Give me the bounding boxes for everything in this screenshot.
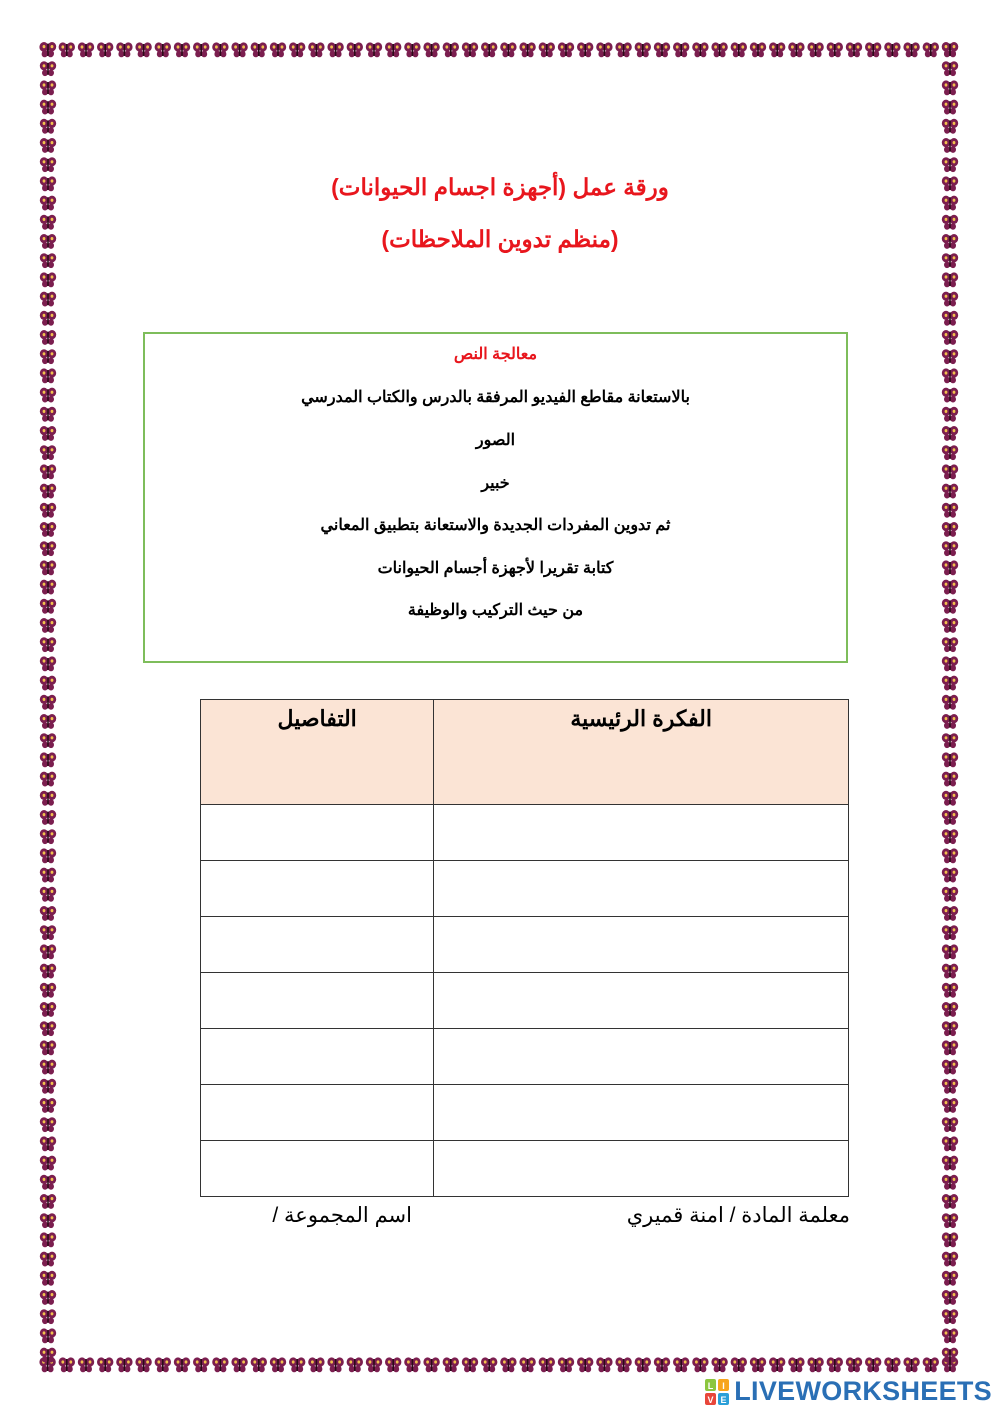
main-idea-cell[interactable]	[434, 1141, 849, 1197]
instruction-line: كتابة تقريرا لأجهزة أجسام الحيوانات	[377, 560, 614, 577]
svg-text:I: I	[722, 1380, 726, 1391]
table-row	[201, 805, 849, 861]
instructions-box	[143, 332, 848, 663]
instruction-line: بالاستعانة مقاطع الفيديو المرفقة بالدرس والكتاب المدرسي	[301, 389, 690, 406]
butterfly-pattern	[38, 1355, 960, 1375]
details-cell[interactable]	[201, 1085, 434, 1141]
svg-text:V: V	[707, 1394, 714, 1405]
svg-text:E: E	[720, 1394, 727, 1405]
instruction-line: ثم تدوين المفردات الجديدة والاستعانة بتطبيق المعاني	[320, 517, 671, 534]
main-idea-cell[interactable]	[434, 917, 849, 973]
details-cell[interactable]	[201, 1141, 434, 1197]
group-name-label: اسم المجموعة /	[272, 1204, 412, 1227]
liveworksheets-logo[interactable]	[704, 1376, 992, 1407]
butterfly-border-top	[38, 40, 960, 60]
main-idea-cell[interactable]	[434, 1085, 849, 1141]
table-row	[201, 1141, 849, 1197]
table-row	[201, 1085, 849, 1141]
details-header: التفاصيل	[201, 700, 434, 805]
main-idea-cell[interactable]	[434, 973, 849, 1029]
notes-organizer-table	[200, 699, 849, 1197]
instructions-heading: معالجة النص	[453, 346, 538, 363]
table-row	[201, 1029, 849, 1085]
liveworksheets-wordmark: LIVEWORKSHEETS	[734, 1376, 992, 1406]
teacher-name: معلمة المادة / امنة قميري	[626, 1204, 850, 1227]
main-idea-header: الفكرة الرئيسية	[434, 700, 849, 805]
details-cell[interactable]	[201, 1029, 434, 1085]
worksheet-title: ورقة عمل (أجهزة اجسام الحيوانات)	[331, 174, 669, 200]
main-idea-cell[interactable]	[434, 805, 849, 861]
details-cell[interactable]	[201, 973, 434, 1029]
instruction-line: الصور	[475, 432, 516, 449]
instruction-line: من حيث التركيب والوظيفة	[407, 602, 584, 619]
table-row	[201, 917, 849, 973]
details-cell[interactable]	[201, 861, 434, 917]
liveworksheets-logo-icon	[704, 1378, 730, 1406]
worksheet-subtitle: (منظم تدوين الملاحظات)	[381, 226, 619, 252]
table-header-row	[201, 700, 849, 805]
table-row	[201, 973, 849, 1029]
main-idea-cell[interactable]	[434, 861, 849, 917]
butterfly-pattern	[38, 40, 960, 60]
svg-text:L: L	[708, 1380, 714, 1391]
details-cell[interactable]	[201, 805, 434, 861]
instruction-line: خبير	[481, 475, 510, 492]
butterfly-border-bottom	[38, 1355, 960, 1375]
details-cell[interactable]	[201, 917, 434, 973]
table-row	[201, 861, 849, 917]
main-idea-cell[interactable]	[434, 1029, 849, 1085]
